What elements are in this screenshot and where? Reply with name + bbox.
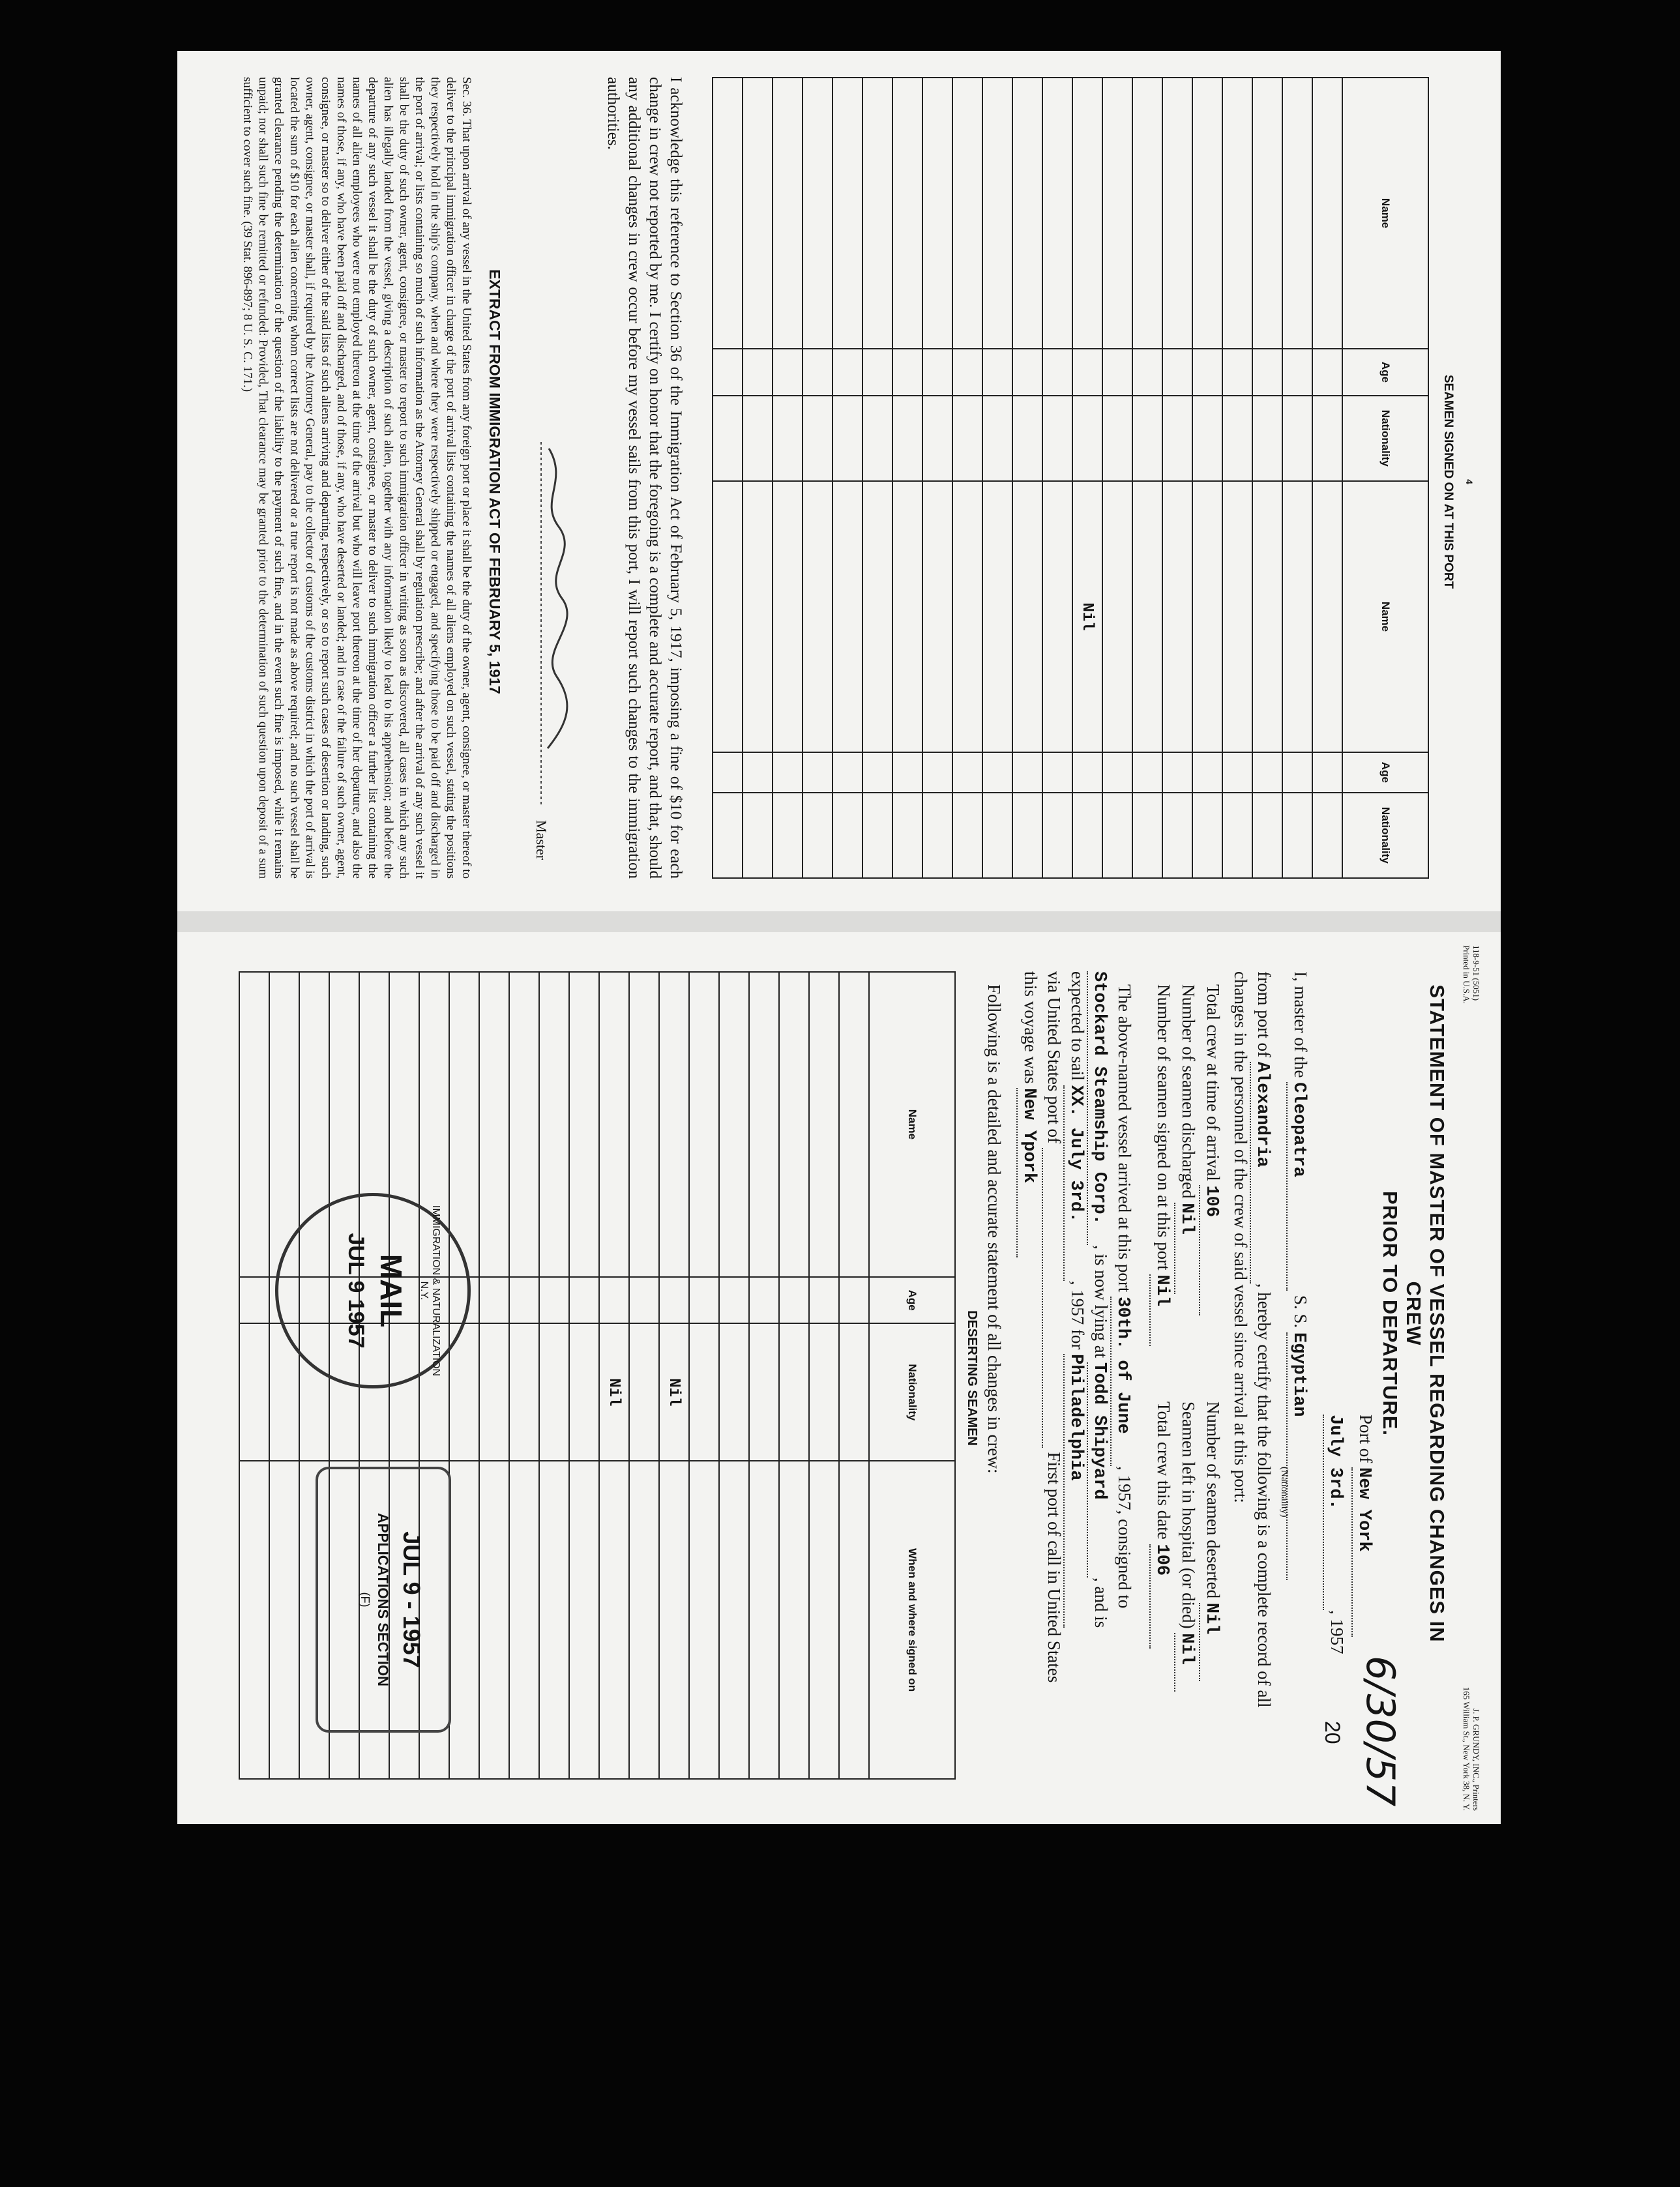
col-name-2: Name	[1342, 481, 1428, 752]
signed-on-label: Number of seamen signed on at this port	[1154, 984, 1173, 1270]
deserting-entry-2: Nil	[599, 1323, 629, 1461]
via-row	[1042, 971, 1065, 1682]
statement-title	[1378, 971, 1449, 1656]
signed-on-page-content	[177, 51, 1501, 913]
form-number-block	[1462, 945, 1481, 1004]
consigned-text: 1957, consigned to	[1115, 1475, 1134, 1609]
lying-at: Todd Shipyard	[1087, 1362, 1110, 1578]
discharged-value: Nil	[1174, 1203, 1198, 1294]
consignee-row: Stockard Steamship Corp., is now lying at Todd Shipyard, and is	[1087, 971, 1112, 1628]
and-is: , and is	[1091, 1578, 1111, 1628]
mail-stamp-ring: IMMIGRATION & NATURALIZATION N.Y.	[419, 1205, 441, 1377]
consignee: Stockard Steamship Corp.	[1087, 971, 1110, 1245]
this-voyage: this voyage was	[1021, 971, 1040, 1084]
signature-scribble-icon	[536, 442, 575, 807]
table-row	[569, 972, 599, 1779]
signed-on-page	[177, 51, 1501, 913]
certify-text: hereby certify that the following is a complete record of all	[1254, 1292, 1274, 1708]
expected-row: expected to sail XX. July 3rd., 1957 for Philadelphia	[1063, 971, 1089, 1628]
nationality-value: Egyptian	[1286, 1332, 1310, 1580]
table-row	[952, 78, 982, 878]
title-line2: PRIOR TO DEPARTURE.	[1379, 1190, 1402, 1437]
col-age: Age	[1342, 349, 1428, 395]
table-row	[1192, 78, 1222, 878]
table-row	[809, 972, 839, 1779]
total-date-label: Total crew this date	[1154, 1402, 1173, 1540]
deserting-header: DESERTING SEAMEN	[965, 1310, 979, 1446]
printer-block	[1462, 1687, 1481, 1811]
master-row	[1286, 971, 1312, 1580]
master-signature	[536, 442, 575, 807]
vessel-name: Cleopatra	[1286, 1082, 1310, 1291]
table-row	[922, 78, 952, 878]
master-label: Master	[533, 820, 550, 860]
total-date-row	[1149, 1402, 1175, 1649]
following-text: Following is a detailed and accurate statement of all changes in crew:	[984, 984, 1004, 1474]
table-row	[1222, 78, 1252, 878]
received-sub: (F)	[359, 1592, 372, 1607]
lying-text: is now lying at	[1091, 1254, 1111, 1358]
table-row	[779, 972, 809, 1779]
table-row	[659, 972, 689, 1779]
page-fold	[177, 911, 1501, 933]
desert-col-signed: When and where signed on	[869, 1461, 955, 1779]
mail-stamp-date: JUL 9 1957	[344, 1233, 368, 1349]
total-arrival-label: Total crew at time of arrival	[1203, 984, 1223, 1181]
hospital-label: Seamen left in hospital (or died)	[1179, 1402, 1198, 1629]
desert-col-nationality: Nationality	[869, 1323, 955, 1461]
col-age-2: Age	[1342, 752, 1428, 793]
table-row	[833, 78, 862, 878]
table-row	[1132, 78, 1162, 878]
deserted-value: Nil	[1199, 1603, 1222, 1681]
desert-col-age: Age	[869, 1277, 955, 1324]
discharged-row	[1174, 984, 1200, 1294]
table-row	[719, 972, 749, 1779]
received-stamp	[316, 1467, 451, 1733]
deserted-label: Number of seamen deserted	[1203, 1402, 1223, 1599]
table-row	[629, 972, 659, 1779]
arrived-row: The above-named vessel arrived at this port 30th. of June, 1957, consigned to	[1110, 984, 1136, 1608]
date-row: July 3rd., 1957	[1323, 1415, 1348, 1654]
mail-stamp-top: MAIL	[374, 1254, 408, 1328]
signed-on-row	[1149, 984, 1175, 1346]
date-year: 1957	[1327, 1619, 1347, 1654]
printer-line2: 165 William St., New York 38, N. Y.	[1462, 1686, 1471, 1811]
table-row	[599, 972, 629, 1779]
table-row	[239, 972, 269, 1779]
table-row	[1282, 78, 1312, 878]
page-mark: 4	[1464, 479, 1475, 484]
expected-text: expected to sail	[1068, 971, 1087, 1081]
title-line1: STATEMENT OF MASTER OF VESSEL REGARDING CHANGES IN CREW	[1402, 984, 1449, 1643]
extract-text: Sec. 36. That upon arrival of any vessel in the United States from any foreign port or place it shall be the duty of the owner, agent, consignee, or master thereof to deliver to the principal immigration officer in charge of the port of arrival lists containing the names of all aliens employed on such vessel, stating the positions they respectively hold in the ship's company, when and where they were respectively shipped or engaged, and specifying those to be paid off and discharged in the port of arrival; or lists containing so much of such information as the Attorney General shall by regulation prescribe; and after the arrival of any such vessel it shall be the duty of such owner, agent, consignee, or master to report to such immigration officer in writing as soon as discovered, all cases in which any such alien has illegally landed from the vessel, giving a description of such alien, together with any information likely to lead to his apprehension; and before the departure of any such vessel it shall be the duty of such owner, agent, consignee, or master to deliver to such immigration officer a further list containing the names of all alien employees who were not employed thereon at the time of the arrival but who will leave port thereon at the time of her departure, and also the names of those, if any, who have been paid off and discharged, and of those, if any, who have deserted or landed; and in case of the failure of such owner, agent, consignee, or master so to deliver either of the said lists of such aliens arriving and departing, respectively, or so to report such cases of desertion or landing, such owner, agent, consignee, or master shall, if required by the Attorney General, pay to the collector of customs of the customs district in which the port of arrival is located the sum of $10 for each alien concerning whom correct lists are not delivered or a true report is not made as above required; and no such vessel shall be granted clearance pending the determination of the question of the liability to the payment of such fine, and in the event such fine is imposed, while it remains unpaid; nor shall such fine be remitted or refunded: Provided, That clearance may be granted prior to the determination of such question upon deposit of a sum sufficient to cover such fine. (39 Stat. 896-897; 8 U. S. C. 171.)	[241, 77, 473, 879]
extract-title: EXTRACT FROM IMMIGRATION ACT OF FEBRUARY 5, 1917	[486, 269, 503, 694]
total-arrival-value: 106	[1199, 1185, 1222, 1315]
port-label: Port of	[1356, 1415, 1376, 1463]
table-row	[269, 972, 299, 1779]
table-row	[1072, 78, 1102, 878]
deserted-row	[1199, 1402, 1224, 1681]
via-blank	[1042, 1148, 1065, 1448]
table-row	[713, 78, 743, 878]
table-row	[509, 972, 539, 1779]
printer-line1: J. P. GRUNDY, INC., Printers	[1471, 1709, 1481, 1811]
expected-value: XX. July 3rd.	[1063, 1085, 1087, 1281]
table-row	[743, 78, 773, 878]
table-row	[1012, 78, 1042, 878]
from-port-value: Alexandria	[1250, 1062, 1273, 1284]
handwritten-date: 6/30/57	[1357, 1656, 1403, 1807]
printed-in: Printed in U.S.A.	[1462, 945, 1471, 1004]
table-row	[1162, 78, 1192, 878]
hospital-value: Nil	[1174, 1633, 1198, 1692]
via-text: via United States port of	[1044, 971, 1064, 1143]
received-label: APPLICATIONS SECTION	[375, 1512, 391, 1687]
changes-text: changes in the personnel of the crew of said vessel since arrival at this port:	[1231, 971, 1250, 1503]
table-row	[773, 78, 803, 878]
page-number: 20	[1321, 1721, 1344, 1744]
col-nationality-2: Nationality	[1342, 793, 1428, 878]
received-date: JUL 9 - 1957	[398, 1531, 425, 1668]
table-row	[1312, 78, 1342, 878]
signed-on-header: SEAMEN SIGNED ON AT THIS PORT	[1441, 374, 1455, 589]
voyage-row	[1016, 971, 1042, 1257]
voyage-port: New Ypork	[1016, 1088, 1040, 1257]
table-row	[479, 972, 509, 1779]
statement-page-content	[177, 932, 1501, 1824]
hospital-row	[1174, 1402, 1200, 1692]
table-row	[892, 78, 922, 878]
first-port-text: First port of call in United States	[1044, 1452, 1064, 1683]
table-row	[1042, 78, 1072, 878]
deserting-entry: Nil	[659, 1323, 689, 1461]
date-value: July 3rd.	[1323, 1415, 1346, 1610]
from-port-label: from port of	[1254, 971, 1274, 1057]
destination: Philadelphia	[1063, 1354, 1087, 1628]
master-of-label: I, master of the	[1291, 971, 1310, 1078]
nationality-caption: (Nationality)	[1279, 1467, 1289, 1518]
table-row	[689, 972, 719, 1779]
table-row	[449, 972, 479, 1779]
signed-on-entry: Nil	[1072, 481, 1102, 752]
col-nationality: Nationality	[1342, 396, 1428, 481]
table-row	[982, 78, 1012, 878]
form-number: 118-9-51 (5051)	[1471, 945, 1481, 1001]
table-row	[1252, 78, 1282, 878]
col-name: Name	[1342, 78, 1428, 349]
desert-col-name: Name	[869, 972, 955, 1277]
arrived-date: 30th. of June	[1110, 1297, 1134, 1466]
table-row	[839, 972, 869, 1779]
discharged-label: Number of seamen discharged	[1179, 984, 1198, 1199]
table-row	[862, 78, 892, 878]
mail-stamp	[275, 1193, 471, 1388]
for-label: 1957 for	[1068, 1289, 1087, 1350]
total-arrival-row	[1199, 984, 1224, 1315]
table-row	[749, 972, 779, 1779]
table-row	[1102, 78, 1132, 878]
total-date-value: 106	[1149, 1544, 1173, 1649]
signed-on-table	[712, 77, 1429, 879]
from-port-row: from port of Alexandria, hereby certify that the following is a complete record of all	[1250, 971, 1275, 1707]
acknowledgement-text: I acknowledge this reference to Section 36 of the Immigration Act of February 5, 1917, imposing a fine of $10 for each change in crew not reported by me. I certify on honor that the foregoing is a complete and accurate report, and that, should any additional changes in crew occur before my vessel sails from this port, I will report such changes to the immigration authorities.	[604, 77, 685, 879]
ss-label: S. S.	[1291, 1295, 1310, 1328]
table-row	[803, 78, 833, 878]
statement-page	[177, 932, 1501, 1824]
signed-on-value: Nil	[1149, 1274, 1173, 1346]
port-row	[1351, 1415, 1377, 1637]
port-value: New York	[1351, 1467, 1375, 1637]
arrived-text: The above-named vessel arrived at this port	[1115, 984, 1134, 1293]
table-row	[539, 972, 569, 1779]
